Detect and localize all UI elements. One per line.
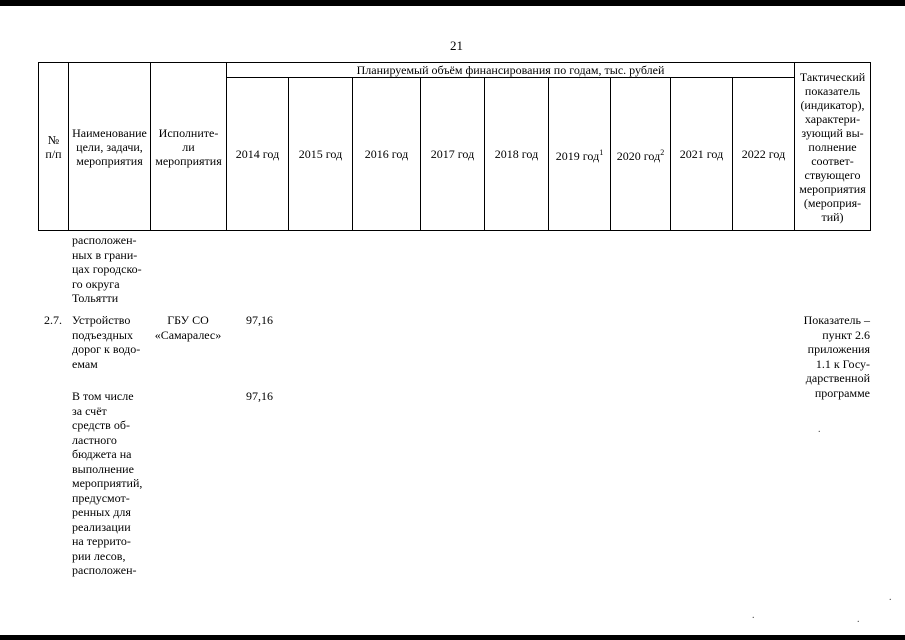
- header-number: № п/п: [39, 63, 69, 231]
- header-year-2017: 2017 год: [421, 78, 485, 231]
- header-budget: Планируемый объём финансирования по годам, тыс. рублей: [227, 63, 795, 78]
- header-year-2022: 2022 год: [733, 78, 795, 231]
- header-year-2020: 2020 год$^2$: [611, 78, 671, 231]
- scan-speck: .: [889, 592, 892, 603]
- header-executor: Исполните- ли мероприятия: [151, 63, 227, 231]
- subrow-name: В том числе за счёт средств об- ластного бюджета на выполнение мероприятий, предусмот- ренных для реализации на террито- рии лесов, расположен-: [72, 389, 143, 577]
- header-year-2018: 2018 год: [485, 78, 549, 231]
- row-number: 2.7.: [44, 313, 62, 327]
- header-indicator: Тактический показатель (индикатор), характери- зующий вы- полнение соответ- ствующего мероприятия (мероприя- тий): [795, 63, 871, 231]
- scan-speck: .: [752, 610, 755, 621]
- footnote-2: 2: [660, 147, 665, 157]
- scan-speck: .: [857, 614, 860, 625]
- header-name: Наименование цели, задачи, мероприятия: [69, 63, 151, 231]
- scan-speck: .: [818, 424, 821, 435]
- footnote-1: 1: [599, 147, 604, 157]
- header-year-2014: 2014 год: [227, 78, 289, 231]
- row-value-2014: 97,16: [246, 313, 273, 327]
- row-indicator: Показатель – пункт 2.6 приложения 1.1 к Госу- дарственной программе: [803, 313, 870, 400]
- subrow-value-2014: 97,16: [246, 389, 273, 403]
- header-year-2021: 2021 год: [671, 78, 733, 231]
- header-year-2015: 2015 год: [289, 78, 353, 231]
- top-border-bar: [0, 0, 905, 6]
- continuation-text: расположен- ных в грани- цах городско- го округа Тольятти: [72, 233, 142, 305]
- page-number: 21: [450, 38, 463, 53]
- row-name: Устройство подъездных дорог к водо- емам: [72, 313, 141, 371]
- header-year-2016: 2016 год: [353, 78, 421, 231]
- table-header: [38, 62, 871, 231]
- row-executor: ГБУ СО «Самаралес»: [154, 313, 222, 342]
- header-year-2019: 2019 год$^1$: [549, 78, 611, 231]
- bottom-border-bar: [0, 635, 905, 640]
